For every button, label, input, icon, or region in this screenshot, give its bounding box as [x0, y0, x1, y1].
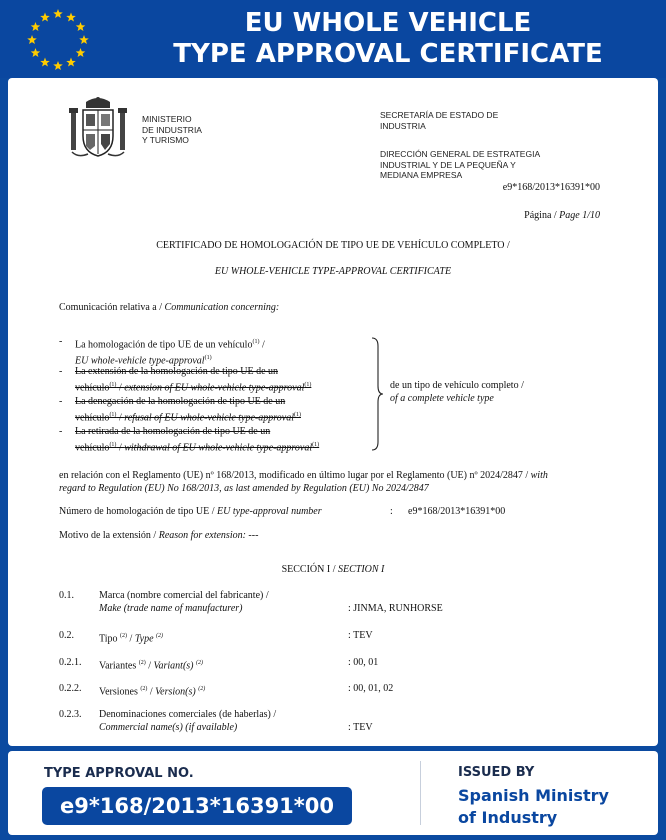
footnote-ref: (1) — [252, 339, 260, 345]
regulation-es: en relación con el Reglamento (UE) nº 168/2013, modificado en último lugar por el Reglamento (UE) nº 2024/2847 / — [59, 470, 529, 481]
vehicle-type-en: of a complete vehicle type — [390, 392, 494, 404]
section-en: SECTION I — [338, 564, 385, 575]
regulation-en-l1: with — [530, 470, 548, 481]
bullet: - — [59, 336, 63, 347]
footnote-ref: (1) — [312, 441, 320, 448]
footnote-ref: (2) — [140, 686, 148, 692]
item-number: 0.2.1. — [59, 657, 82, 668]
footer-divider — [420, 761, 421, 825]
eu-star-icon — [53, 9, 63, 18]
item-commercial-name-label — [99, 709, 276, 734]
top-banner — [0, 0, 666, 78]
approval-number-value: e9*168/2013*16391*00 — [408, 506, 506, 517]
section-heading — [8, 564, 658, 577]
item-variants-es: Variantes — [99, 660, 137, 672]
eu-stars-icon — [22, 6, 94, 74]
extension-reason — [59, 530, 258, 543]
option-approval-es: La homologación de tipo UE de un vehículo — [75, 339, 253, 351]
item-commercial-name-en: Commercial name(s) (if available) — [99, 721, 238, 733]
item-number: 0.1. — [59, 590, 74, 601]
item-make-label — [99, 590, 269, 615]
eu-star-icon — [53, 61, 63, 70]
bullet: - — [59, 366, 63, 377]
spanish-coat-of-arms-icon — [68, 96, 128, 160]
certificate-title-en: EU WHOLE-VEHICLE TYPE-APPROVAL CERTIFICATE — [214, 266, 452, 277]
footnote-ref: (1) — [204, 354, 212, 361]
option-extension: La extensión de la homologación de tipo UE de un vehículo$^{(1)}$ / extension of EU whole-vehicle type-approval$^{(1)}$ — [75, 366, 312, 393]
eu-star-icon — [40, 58, 50, 67]
communication-label-en: Communication concerning: — [164, 302, 280, 313]
item-versions-es: Versiones — [99, 686, 138, 698]
footnote-ref: (2) — [156, 633, 164, 639]
extension-value: --- — [248, 530, 259, 541]
issued-by-label: ISSUED BY — [458, 765, 535, 780]
item-number: 0.2. — [59, 630, 74, 641]
eu-star-icon — [76, 48, 86, 57]
eu-star-icon — [79, 35, 89, 44]
eu-star-icon — [31, 22, 41, 31]
regulation-reference — [59, 470, 639, 495]
item-type-label: Tipo $^{(2)}$ / Type $^{(2)}$ — [99, 633, 164, 645]
option-extension-en: extension of EU whole-vehicle type-approval — [124, 381, 305, 393]
eu-star-icon — [31, 48, 41, 57]
type-approval-number: e9*168/2013*16391*00 — [42, 787, 352, 825]
option-approval: La homologación de tipo UE de un vehículo$^{(1)}$ / EU whole-vehicle type-approval$^{(1)}$ — [75, 339, 265, 367]
footnote-ref: (2) — [198, 686, 206, 692]
eu-star-icon — [27, 35, 37, 44]
option-refusal-es-l1: La denegación de la homologación de tipo UE de un — [75, 396, 286, 407]
communication-label — [59, 302, 279, 315]
option-refusal-en: refusal of EU whole-vehicle type-approval — [124, 411, 294, 423]
header-certificate-number: e9*168/2013*16391*00 — [502, 182, 600, 193]
option-withdrawal-en: withdrawal of EU whole-vehicle type-approval — [124, 441, 313, 453]
approval-number-label-en: EU type-approval number — [217, 506, 322, 517]
option-refusal: La denegación de la homologación de tipo UE de un vehículo$^{(1)}$ / refusal of EU whole-vehicle type-approval$^{(1)}$ — [75, 396, 301, 423]
option-extension-es-l1: La extensión de la homologación de tipo UE de un — [75, 366, 279, 377]
vehicle-type-es: de un tipo de vehículo completo / — [390, 380, 524, 391]
banner-title — [110, 8, 666, 70]
item-versions-label: Versiones $^{(2)}$ / Version(s) $^{(2)}$ — [99, 686, 206, 698]
item-number: 0.2.2. — [59, 683, 82, 694]
vehicle-type-label — [390, 380, 524, 405]
item-versions-en: Version(s) — [155, 686, 196, 698]
certificate-title-es: CERTIFICADO DE HOMOLOGACIÓN DE TIPO UE DE VEHÍCULO COMPLETO / — [156, 240, 510, 251]
bullet: - — [59, 426, 63, 437]
footnote-ref: (1) — [293, 411, 301, 418]
footnote-ref: (2) — [138, 660, 146, 666]
item-number: 0.2.3. — [59, 709, 82, 720]
issuer-name: Spanish Ministry of Industry — [458, 786, 609, 827]
secretaria-name: SECRETARÍA DE ESTADO DE INDUSTRIA — [380, 110, 499, 131]
regulation-en-l2: regard to Regulation (EU) No 168/2013, as last amended by Regulation (EU) No 2024/2847 — [59, 482, 429, 494]
item-variants-label: Variantes $^{(2)}$ / Variant(s) $^{(2)}$ — [99, 660, 203, 672]
option-withdrawal-es-l1: La retirada de la homologación de tipo UE de un — [75, 426, 271, 437]
item-variants-value: : 00, 01 — [348, 657, 379, 668]
option-approval-en: EU whole-vehicle type-approval — [75, 355, 205, 367]
eu-star-icon — [40, 12, 50, 21]
bullet: - — [59, 396, 63, 407]
item-type-es: Tipo — [99, 633, 118, 645]
item-versions-value: : 00, 01, 02 — [348, 683, 394, 694]
extension-label-es: Motivo de la extensión / — [59, 530, 157, 541]
eu-star-icon — [66, 58, 76, 67]
extension-label-en: Reason for extension: — [158, 530, 246, 541]
option-withdrawal-es-l2: vehículo — [75, 441, 110, 453]
item-make-es: Marca (nombre comercial del fabricante) / — [99, 590, 269, 601]
footnote-ref: (2) — [120, 633, 128, 639]
footnote-ref: (1) — [109, 441, 117, 448]
eu-star-icon — [66, 12, 76, 21]
option-refusal-es-l2: vehículo — [75, 411, 110, 423]
item-commercial-name-es: Denominaciones comerciales (de haberlas) / — [99, 709, 277, 720]
certificate-document — [8, 78, 658, 746]
communication-label-es: Comunicación relativa a / — [59, 302, 163, 313]
footnote-ref: (1) — [109, 411, 117, 418]
page-label-en: Page 1/10 — [559, 210, 600, 221]
footnote-ref: (2) — [196, 660, 203, 666]
item-type-value: : TEV — [348, 630, 373, 641]
eu-star-icon — [76, 22, 86, 31]
footer-panel — [8, 751, 658, 835]
ministry-name: MINISTERIO DE INDUSTRIA Y TURISMO — [142, 114, 202, 145]
option-extension-es-l2: vehículo — [75, 381, 110, 393]
direccion-general-name: DIRECCIÓN GENERAL DE ESTRATEGIA INDUSTRIAL Y DE LA PEQUEÑA Y MEDIANA EMPRESA — [380, 149, 541, 180]
item-make-value: : JINMA, RUNHORSE — [348, 603, 443, 614]
item-variants-en: Variant(s) — [153, 660, 194, 672]
section-es: SECCIÓN I / — [281, 564, 336, 575]
footnote-ref: (1) — [109, 381, 117, 388]
banner-title-line1: EU WHOLE VEHICLE — [244, 8, 532, 38]
item-commercial-name-value: : TEV — [348, 722, 373, 733]
page-indicator — [524, 210, 600, 221]
option-withdrawal: La retirada de la homologación de tipo UE de un vehículo$^{(1)}$ / withdrawal of EU whole-vehicle type-approval$^{(1)}$ — [75, 426, 320, 453]
approval-number-label — [59, 506, 322, 519]
approval-number-colon: : — [390, 506, 393, 517]
banner-title-line2: TYPE APPROVAL CERTIFICATE — [173, 39, 603, 69]
type-approval-label: TYPE APPROVAL NO. — [44, 766, 194, 781]
item-make-en: Make (trade name of manufacturer) — [99, 602, 243, 614]
right-brace — [370, 336, 384, 452]
item-type-en: Type — [134, 633, 154, 645]
page-label-es: Página / — [524, 210, 557, 221]
footnote-ref: (1) — [304, 381, 312, 388]
approval-number-label-es: Número de homologación de tipo UE / — [59, 506, 215, 517]
